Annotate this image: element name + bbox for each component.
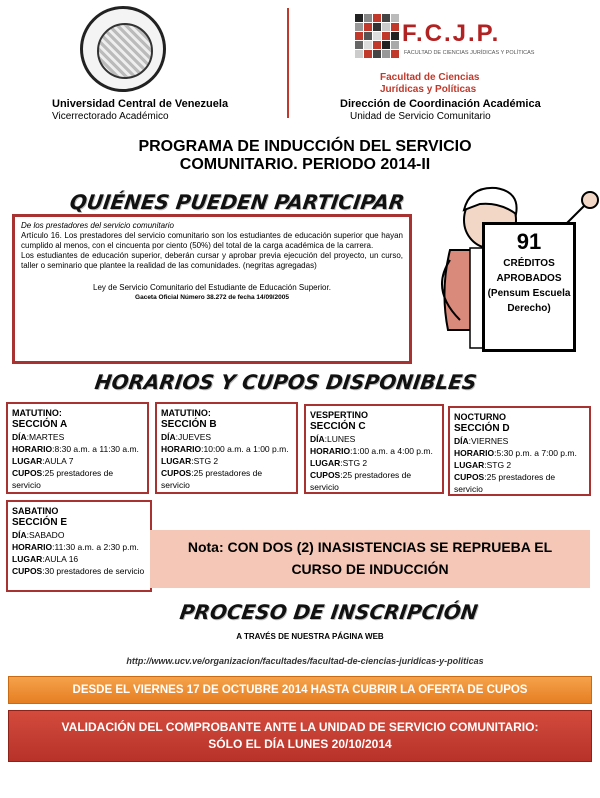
label-cupos: CUPOS [310, 470, 341, 480]
page-title [40, 138, 570, 174]
label-cupos: CUPOS [454, 472, 485, 482]
section-cupos: :25 prestadores de servicio [310, 470, 412, 492]
proceso-heading: PROCESO DE INSCRIPCIÓN [178, 600, 480, 624]
section-cupos: :25 prestadores de servicio [161, 468, 263, 490]
section-turno: MATUTINO: [161, 408, 211, 418]
section-dia: :SABADO [26, 530, 65, 540]
fcjp-logo-icon [355, 14, 399, 58]
law-citation: Ley de Servicio Comunitario del Estudiante de Educación Superior. [93, 283, 331, 292]
page-title-line1: PROGRAMA DE INDUCCIÓN DEL SERVICIO [138, 138, 472, 155]
validation-banner [8, 710, 592, 762]
law-article-box [12, 214, 412, 364]
section-name: SECCIÓN E [12, 517, 68, 528]
label-dia: DÍA [454, 436, 469, 446]
label-horario: HORARIO [310, 446, 351, 456]
section-dia: :MARTES [26, 432, 65, 442]
label-cupos: CUPOS [161, 468, 192, 478]
law-paragraph-2: Los estudiantes de educación superior, deberán cursar y aprobar previa ejecución del proyecto, un curso, taller o seminario que plantee la realidad de las comunidades. (negritas agregadas) [21, 251, 403, 270]
label-horario: HORARIO [454, 448, 495, 458]
section-lugar: :AULA 16 [42, 554, 79, 564]
section-dia: :LUNES [324, 434, 356, 444]
section-lugar: :STG 2 [191, 456, 219, 466]
credits-number: 91 [516, 229, 542, 254]
label-lugar: LUGAR [12, 554, 43, 564]
label-horario: HORARIO [161, 444, 202, 454]
section-card [448, 406, 591, 496]
section-turno: MATUTINO: [12, 408, 62, 418]
direction-name: Dirección de Coordinación Académica [340, 98, 541, 110]
section-dia: :VIERNES [468, 436, 509, 446]
label-dia: DÍA [12, 530, 27, 540]
section-name: SECCIÓN D [454, 423, 510, 434]
label-lugar: LUGAR [161, 456, 192, 466]
fcjp-logo-text: F.C.J.P. [402, 20, 501, 47]
horarios-heading: HORARIOS Y CUPOS DISPONIBLES [93, 370, 479, 394]
label-lugar: LUGAR [12, 456, 43, 466]
nota-line1: Nota: CON DOS (2) INASISTENCIAS SE REPRUEBA EL [187, 539, 553, 555]
website-link[interactable]: http://www.ucv.ve/organizacion/facultades/facultad-de-ciencias-juridicas-y-politicas [126, 656, 484, 666]
section-name: SECCIÓN C [310, 421, 366, 432]
label-cupos: CUPOS [12, 468, 43, 478]
label-dia: DÍA [310, 434, 325, 444]
validation-line1: VALIDACIÓN DEL COMPROBANTE ANTE LA UNIDAD DE SERVICIO COMUNITARIO: [61, 720, 539, 734]
via-label: A TRAVÉS DE NUESTRA PÁGINA WEB [236, 632, 384, 641]
credits-line1: CRÉDITOS [503, 258, 555, 269]
section-turno: VESPERTINO [310, 410, 369, 420]
section-horario: :1:00 a.m. a 4:00 p.m. [350, 446, 433, 456]
header-divider [287, 8, 289, 118]
section-turno: SABATINO [12, 506, 59, 516]
label-dia: DÍA [12, 432, 27, 442]
section-horario: :5:30 p.m. a 7:00 p.m. [494, 448, 577, 458]
faculty-name-line1: Facultad de Ciencias [380, 72, 480, 83]
date-range-banner: DESDE EL VIERNES 17 DE OCTUBRE 2014 HASTA CUBRIR LA OFERTA DE CUPOS [8, 676, 592, 704]
section-dia: :JUEVES [175, 432, 212, 442]
section-horario: :8:30 a.m. a 11:30 a.m. [52, 444, 139, 454]
nota-box [150, 530, 590, 588]
label-cupos: CUPOS [12, 566, 43, 576]
label-lugar: LUGAR [454, 460, 485, 470]
credits-sign [482, 222, 576, 352]
law-gaceta: Gaceta Oficial Número 38.272 de fecha 14/09/2005 [135, 294, 289, 301]
nota-line2: CURSO DE INDUCCIÓN [291, 561, 449, 577]
section-cupos: :30 prestadores de servicio [42, 566, 145, 576]
section-lugar: :STG 2 [484, 460, 512, 470]
vicerrectorado-label: Vicerrectorado Académico [52, 111, 169, 122]
validation-line2: SÓLO EL DÍA LUNES 20/10/2014 [208, 737, 392, 751]
label-lugar: LUGAR [310, 458, 341, 468]
credits-line3: (Pensum Escuela [487, 288, 571, 299]
section-card [304, 404, 444, 494]
section-card [6, 500, 152, 592]
section-cupos: :25 prestadores de servicio [12, 468, 114, 490]
credits-line4: Derecho) [507, 303, 551, 314]
section-name: SECCIÓN B [161, 419, 217, 430]
page-title-line2: COMUNITARIO. PERIODO 2014-II [179, 156, 431, 173]
credits-line2: APROBADOS [496, 273, 562, 284]
section-cupos: :25 prestadores de servicio [454, 472, 556, 494]
label-horario: HORARIO [12, 444, 53, 454]
section-turno: NOCTURNO [454, 412, 506, 422]
section-card [155, 402, 298, 494]
law-caption: De los prestadores del servicio comunitario [21, 221, 174, 230]
fcjp-logo-subtext: FACULTAD DE CIENCIAS JURÍDICAS Y POLÍTICAS [404, 50, 535, 56]
ucv-seal-icon [80, 6, 166, 92]
faculty-name-line2: Jurídicas y Políticas [380, 84, 477, 95]
unit-name: Unidad de Servicio Comunitario [350, 111, 491, 122]
law-paragraph-1: Artículo 16. Los prestadores del servicio comunitario son los estudiantes de educación superior que hayan cumplido al menos, con el cincuenta por ciento (50%) del total de la carga académica de la carrera. [21, 231, 403, 250]
university-name: Universidad Central de Venezuela [52, 98, 229, 110]
section-horario: :10:00 a.m. a 1:00 p.m. [201, 444, 289, 454]
section-name: SECCIÓN A [12, 419, 68, 430]
section-lugar: :STG 2 [340, 458, 368, 468]
quienes-heading: QUIÉNES PUEDEN PARTICIPAR [68, 190, 407, 214]
label-dia: DÍA [161, 432, 176, 442]
label-horario: HORARIO [12, 542, 53, 552]
section-lugar: :AULA 7 [42, 456, 74, 466]
section-horario: :11:30 a.m. a 2:30 p.m. [52, 542, 139, 552]
faculty-name [380, 72, 479, 96]
section-card [6, 402, 149, 494]
